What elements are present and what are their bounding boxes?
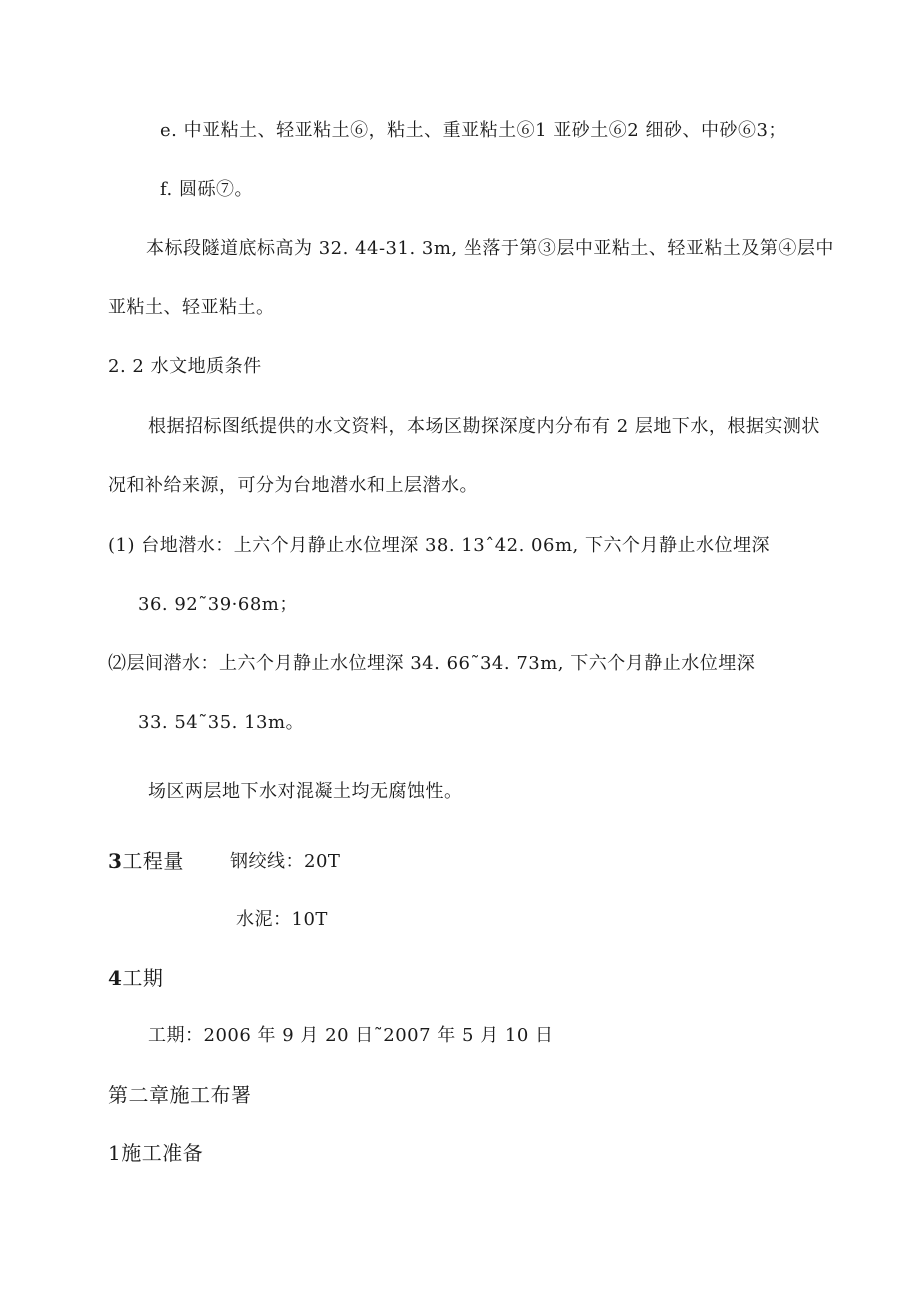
section-heading-1 bbox=[108, 1141, 203, 1165]
quantity-cement: 水泥：10T bbox=[236, 909, 328, 930]
groundwater-item-1-line2: 36. 92˜39·68m； bbox=[138, 594, 298, 615]
section-title: 工程量 bbox=[122, 849, 184, 873]
tunnel-elevation-paragraph-line1: 本标段隧道底标高为 32. 44-31. 3m, 坐落于第③层中亚粘土、轻亚粘土及第④层中 bbox=[146, 238, 834, 259]
tunnel-elevation-paragraph-line2: 亚粘土、轻亚粘土。 bbox=[108, 297, 275, 318]
section-title: 工期 bbox=[122, 966, 164, 990]
groundwater-item-2-line1: ⑵层间潜水：上六个月静止水位埋深 34. 66˜34. 73m, 下六个月静止水位埋深 bbox=[108, 653, 756, 674]
section-heading-4 bbox=[108, 966, 163, 990]
schedule-statement: 工期：2006 年 9 月 20 日˜2007 年 5 月 10 日 bbox=[148, 1025, 554, 1046]
soil-layer-f: f. 圆砾⑦。 bbox=[160, 179, 253, 200]
section-number: 3 bbox=[108, 849, 123, 873]
groundwater-item-1-line1: (1) 台地潜水：上六个月静止水位埋深 38. 13ˆ42. 06m, 下六个月静止水位埋深 bbox=[108, 535, 770, 556]
hydrology-paragraph-line2: 况和补给来源，可分为台地潜水和上层潜水。 bbox=[108, 475, 478, 496]
section-number: 1 bbox=[108, 1141, 122, 1165]
section-title: 施工准备 bbox=[121, 1141, 204, 1165]
chapter-heading-2: 第二章施工布署 bbox=[108, 1083, 252, 1107]
hydrology-paragraph-line1: 根据招标图纸提供的水文资料，本场区勘探深度内分布有 2 层地下水，根据实测状 bbox=[148, 416, 820, 437]
section-heading-2-2: 2. 2 水文地质条件 bbox=[108, 356, 262, 377]
section-heading-3 bbox=[108, 849, 184, 873]
quantity-steel-strand: 钢绞线：20T bbox=[230, 851, 341, 872]
section-number: 4 bbox=[108, 966, 123, 990]
soil-layer-e: e. 中亚粘土、轻亚粘土⑥，粘土、重亚粘土⑥1 亚砂土⑥2 细砂、中砂⑥3； bbox=[160, 120, 787, 141]
groundwater-item-2-line2: 33. 54˜35. 13m。 bbox=[138, 712, 305, 733]
corrosion-statement: 场区两层地下水对混凝土均无腐蚀性。 bbox=[148, 781, 463, 802]
